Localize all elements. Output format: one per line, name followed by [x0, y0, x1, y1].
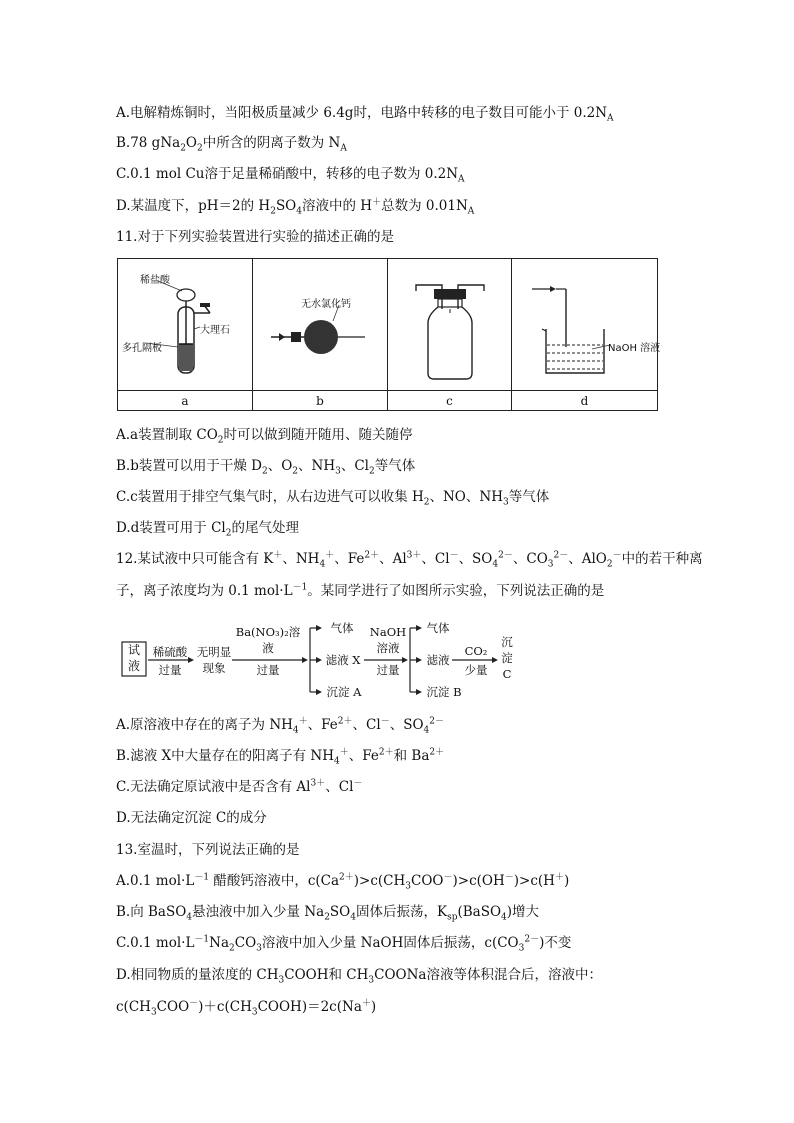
experiment-flowchart — [120, 620, 540, 700]
q12-option-b: B.滤液 X中大量存在的阳离子有 $NH_4^+$、$Fe^{2+}$和 $Ba^{2+}$ — [116, 747, 445, 767]
flow-filtrate-x: 滤液 X — [325, 653, 361, 667]
flow-reagent1-top: 稀硫酸 — [152, 645, 188, 659]
q11-option-b: B.b装置可以用于干燥 $D_2$、$O_2$、$NH_3$、$Cl_2$等气体 — [116, 458, 416, 477]
q11-option-c: C.c装置用于排空气集气时，从右边进气可以收集 $H_2$、NO、$NH_3$等气体 — [116, 489, 550, 508]
flow-reagent3-bottom: 过量 — [376, 663, 400, 677]
flow-filtrate: 滤液 — [426, 653, 450, 667]
caption-d: d — [512, 390, 657, 411]
q12-option-c: C.无法确定原试液中是否含有 $Al^{3+}$、Cl－ — [116, 778, 363, 795]
flow-reagent4-top: CO₂ — [464, 644, 488, 658]
flow-reagent2-top: Ba(NO₃)₂溶液 — [235, 625, 301, 655]
label-naoh-solution: NaOH 溶液 — [608, 343, 661, 354]
apparatus-figure — [117, 258, 661, 411]
label-dilute-hcl: 稀盐酸 — [140, 275, 170, 286]
label-porous-plate: 多孔隔板 — [122, 343, 162, 354]
caption-b: b — [253, 390, 388, 411]
label-anhydrous-cacl2: 无水氯化钙 — [301, 299, 351, 310]
q13-stem: 13.室温时，下列说法正确的是 — [116, 842, 300, 858]
flow-gas1: 气体 — [330, 621, 354, 635]
flow-reagent2-bottom: 过量 — [256, 663, 280, 677]
gas-bottle-drawing — [388, 259, 512, 390]
flow-reagent3-top: NaOH溶液 — [369, 625, 407, 655]
q10-option-b: B.78 $gNa_2O_2$中所含的阴离子数为 $N_A$ — [116, 135, 347, 154]
apparatus-c — [388, 259, 512, 390]
flow-reagent4-bottom: 少量 — [464, 663, 488, 677]
flow-reagent1-bottom: 过量 — [158, 663, 182, 677]
q13-option-b: B.向 BaSO$_4$悬浊液中加入少量 $Na_2SO_4$固体后振荡，$K_{sp}(BaSO_4)$增大 — [116, 904, 540, 923]
q12-option-d: D.无法确定沉淀 C的成分 — [116, 810, 267, 826]
flow-gas2: 气体 — [426, 621, 450, 635]
flow-step1-result: 无明显现象 — [196, 645, 232, 675]
flow-precipitate-c: 沉淀C — [501, 635, 513, 681]
flow-start: 试液 — [127, 643, 140, 673]
q10-option-c: C.0.1 mol Cu溶于足量稀硝酸中，转移的电子数为 $0.2N_A$ — [116, 166, 465, 185]
apparatus-b — [253, 259, 388, 390]
flow-precipitate-a: 沉淀 A — [326, 685, 362, 699]
beaker-drawing — [512, 259, 659, 390]
q12-stem-line2: 子，离子浓度均为 0.1 $mol\cdot L^{-1}$。某同学进行了如图所示实验，下列说法正确的是 — [116, 582, 605, 599]
kipp-generator-drawing — [118, 259, 253, 390]
apparatus-a — [118, 259, 253, 390]
q13-option-c: C.0.1 $mol\cdot L^{-1}Na_2CO_3$溶液中加入少量 NaOH固体后振荡，$c(CO_3^{2-})$不变 — [116, 934, 572, 954]
q11-option-a: A.a装置制取 $CO_2$时可以做到随开随用、随关随停 — [116, 427, 413, 446]
q10-option-d: D.某温度下，pH＝2的 $H_2SO_4$溶液中的 H＋总数为 $0.01N_A$ — [116, 197, 475, 217]
q11-stem: 11.对于下列实验装置进行实验的描述正确的是 — [116, 229, 394, 245]
caption-a: a — [118, 390, 253, 411]
drying-bulb-drawing — [253, 259, 388, 390]
label-marble: 大理石 — [200, 325, 230, 336]
q13-option-d: D.相同物质的量浓度的 $CH_3COOH$和 $CH_3COONa$溶液等体积混合后，溶液中： — [116, 967, 602, 986]
apparatus-d — [512, 259, 659, 390]
flow-precipitate-b: 沉淀 B — [426, 685, 462, 699]
q10-option-a: A.电解精炼铜时，当阳极质量减少 6.4g时，电路中转移的电子数目可能小于 $0.2N_A$ — [116, 105, 614, 124]
q13-option-d-equation: $c(CH_3COO^-)+c(CH_3COOH)=2c(Na^+)$ — [116, 998, 377, 1018]
q13-option-a: A.0.1 $mol\cdot L^{-1}$ 醋酸钙溶液中，$c(Ca^{2+})>c(CH_3COO^-)>c(OH^-)>c(H^+)$ — [116, 872, 570, 892]
q12-option-a: A.原溶液中存在的离子为 $NH_4^+$、$Fe^{2+}$、Cl－、$SO_4^{2-}$ — [116, 716, 444, 736]
caption-c: c — [388, 390, 512, 411]
q11-option-d: D.d装置可用于 $Cl_2$的尾气处理 — [116, 520, 299, 539]
q12-stem-line1: 12.某试液中只可能含有 K＋、$NH_4^+$、$Fe^{2+}$、$Al^{3+}$、Cl－、$SO_4^{2-}$、$CO_3^{2-}$、AlO$_2$－中的若干种离 — [116, 550, 703, 570]
